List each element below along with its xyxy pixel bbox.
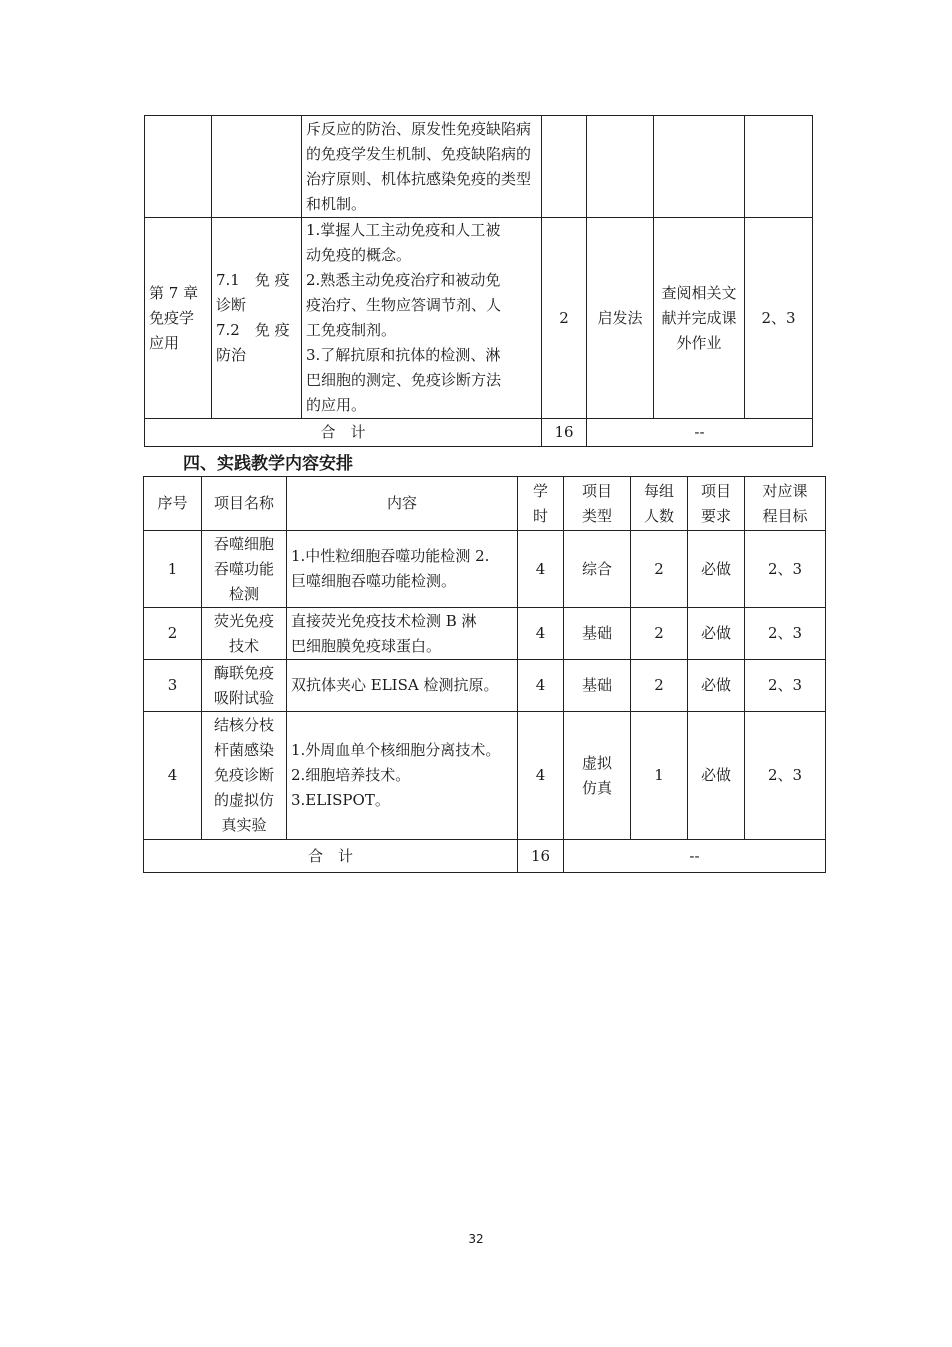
total-hours: 16 bbox=[542, 419, 587, 447]
row-group: 1 bbox=[631, 712, 688, 840]
header-row bbox=[144, 477, 826, 531]
content-cell: 斥反应的防治、原发性免疫缺陷病 的免疫学发生机制、免疫缺陷病的 治疗原则、机体抗感染免疫的类型 和机制。 bbox=[302, 116, 542, 218]
row-hours: 4 bbox=[518, 660, 564, 712]
chapter-cell: 第 7 章 免疫学 应用 bbox=[145, 218, 212, 419]
header-type: 项目 类型 bbox=[564, 477, 631, 531]
row-no: 4 bbox=[144, 712, 202, 840]
row-req: 必做 bbox=[688, 660, 745, 712]
row-group: 2 bbox=[631, 660, 688, 712]
row-no: 2 bbox=[144, 608, 202, 660]
total-row bbox=[145, 419, 813, 447]
total-hours: 16 bbox=[518, 840, 564, 873]
row-req: 必做 bbox=[688, 531, 745, 608]
header-req: 项目 要求 bbox=[688, 477, 745, 531]
row-group: 2 bbox=[631, 531, 688, 608]
header-content: 内容 bbox=[287, 477, 518, 531]
table-row bbox=[144, 660, 826, 712]
section-cell bbox=[212, 116, 302, 218]
row-hours: 4 bbox=[518, 712, 564, 840]
total-label: 合 计 bbox=[145, 419, 542, 447]
row-hours: 4 bbox=[518, 608, 564, 660]
content-cell: 1.掌握人工主动免疫和人工被 动免疫的概念。 2.熟悉主动免疫治疗和被动免 疫治疗、生物应答调节剂、人 工免疫制剂。 3.了解抗原和抗体的检测、淋 巴细胞的测定、免疫诊断方法 的应用。 bbox=[302, 218, 542, 419]
header-name: 项目名称 bbox=[202, 477, 287, 531]
row-group: 2 bbox=[631, 608, 688, 660]
total-rest: -- bbox=[564, 840, 826, 873]
total-rest: -- bbox=[587, 419, 813, 447]
header-hours: 学 时 bbox=[518, 477, 564, 531]
goals-cell bbox=[745, 116, 813, 218]
practice-table bbox=[143, 476, 826, 873]
hours-cell: 2 bbox=[542, 218, 587, 419]
course-content-table bbox=[144, 115, 813, 447]
row-name: 酶联免疫 吸附试验 bbox=[202, 660, 287, 712]
header-no: 序号 bbox=[144, 477, 202, 531]
row-req: 必做 bbox=[688, 608, 745, 660]
hours-cell bbox=[542, 116, 587, 218]
table-row bbox=[144, 608, 826, 660]
row-goals: 2、3 bbox=[745, 712, 826, 840]
row-name: 荧光免疫 技术 bbox=[202, 608, 287, 660]
row-type: 虚拟 仿真 bbox=[564, 712, 631, 840]
goals-cell: 2、3 bbox=[745, 218, 813, 419]
table-row bbox=[144, 531, 826, 608]
row-goals: 2、3 bbox=[745, 660, 826, 712]
method-cell bbox=[587, 116, 654, 218]
row-no: 1 bbox=[144, 531, 202, 608]
page-number: 32 bbox=[468, 1232, 484, 1246]
header-goals: 对应课 程目标 bbox=[745, 477, 826, 531]
row-name: 结核分枝 杆菌感染 免疫诊断 的虚拟仿 真实验 bbox=[202, 712, 287, 840]
row-content: 直接荧光免疫技术检测 B 淋 巴细胞膜免疫球蛋白。 bbox=[287, 608, 518, 660]
table-row bbox=[145, 218, 813, 419]
row-no: 3 bbox=[144, 660, 202, 712]
row-content: 1.中性粒细胞吞噬功能检测 2. 巨噬细胞吞噬功能检测。 bbox=[287, 531, 518, 608]
header-group: 每组 人数 bbox=[631, 477, 688, 531]
row-hours: 4 bbox=[518, 531, 564, 608]
total-row bbox=[144, 840, 826, 873]
section-cell: 7.1 免 疫 诊断 7.2 免 疫 防治 bbox=[212, 218, 302, 419]
assignment-cell: 查阅相关文 献并完成课 外作业 bbox=[654, 218, 745, 419]
row-type: 综合 bbox=[564, 531, 631, 608]
row-goals: 2、3 bbox=[745, 608, 826, 660]
row-type: 基础 bbox=[564, 608, 631, 660]
row-content: 双抗体夹心 ELISA 检测抗原。 bbox=[287, 660, 518, 712]
row-name: 吞噬细胞 吞噬功能 检测 bbox=[202, 531, 287, 608]
table-row bbox=[145, 116, 813, 218]
table-row bbox=[144, 712, 826, 840]
total-label: 合 计 bbox=[144, 840, 518, 873]
row-content: 1.外周血单个核细胞分离技术。 2.细胞培养技术。 3.ELISPOT。 bbox=[287, 712, 518, 840]
assignment-cell bbox=[654, 116, 745, 218]
method-cell: 启发法 bbox=[587, 218, 654, 419]
row-goals: 2、3 bbox=[745, 531, 826, 608]
chapter-cell bbox=[145, 116, 212, 218]
row-req: 必做 bbox=[688, 712, 745, 840]
section-title: 四、实践教学内容安排 bbox=[183, 454, 353, 474]
row-type: 基础 bbox=[564, 660, 631, 712]
